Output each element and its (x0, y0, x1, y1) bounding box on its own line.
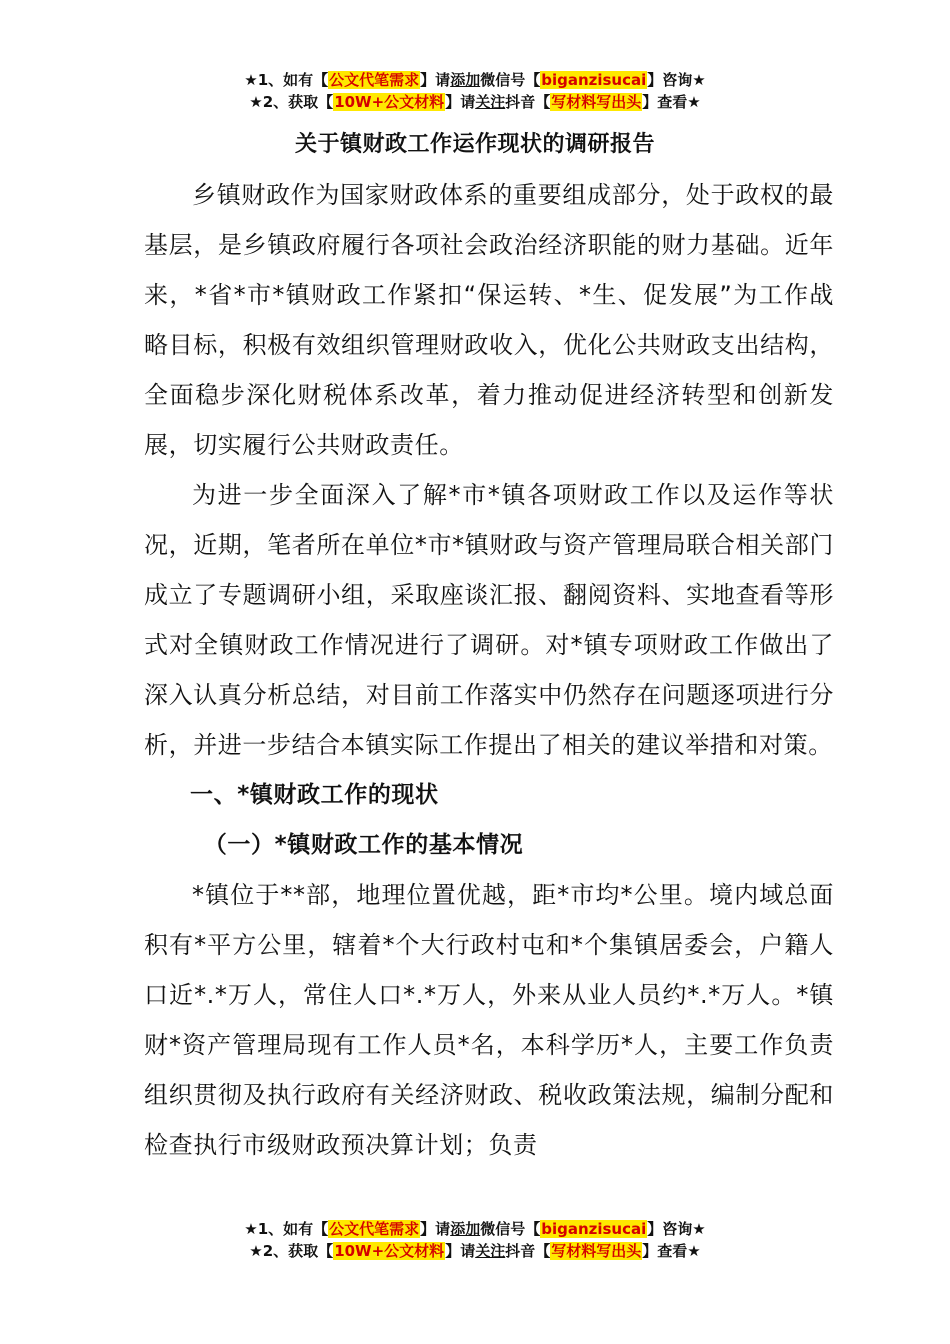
banner-line-1: ★1、如有【公文代笔需求】请添加微信号【biganzisucai】咨询★ (244, 71, 706, 89)
highlight-douyin: 写材料写出头 (551, 93, 642, 111)
highlight-materials: 10W+公文材料 (334, 1242, 445, 1260)
paragraph-survey: 为进一步全面深入了解*市*镇各项财政工作以及运作等状况，近期，笔者所在单位*市*镇财政与资产管理局联合相关部门成立了专题调研小组，采取座谈汇报、翻阅资料、实地查看等形式对全镇财政工作情况进行了调研。对*镇专项财政工作做出了深入认真分析总结，对目前工作落实中仍然存在问题逐项进行分析，并进一步结合本镇实际工作提出了相关的建议举措和对策。 (144, 481, 834, 759)
footer-banner (0, 1218, 950, 1262)
highlight-ghostwriting: 公文代笔需求 (329, 1220, 420, 1238)
highlight-materials: 10W+公文材料 (334, 93, 445, 111)
section-heading: 一、*镇财政工作的现状 (190, 782, 439, 808)
document-body (144, 170, 834, 1170)
banner-line-2: ★2、获取【10W+公文材料】请关注抖音【写材料写出头】查看★ (249, 93, 701, 111)
header-banner (0, 69, 950, 113)
highlight-ghostwriting: 公文代笔需求 (329, 71, 420, 89)
paragraph-basic-info: *镇位于**部，地理位置优越，距*市均*公里。境内域总面积有*平方公里，辖着*个大行政村屯和*个集镇居委会，户籍人口近*.*万人，常住人口*.*万人，外来从业人员约*.*万人。*镇财*资产管理局现有工作人员*名，本科学历*人，主要工作负责组织贯彻及执行政府有关经济财政、税收政策法规，编制分配和检查执行市级财政预决算计划；负责 (144, 881, 834, 1159)
subsection-heading: （一）*镇财政工作的基本情况 (203, 832, 524, 858)
highlight-wechat-id: biganzisucai (541, 1220, 647, 1238)
document-title: 关于镇财政工作运作现状的调研报告 (294, 132, 655, 157)
banner-line-1: ★1、如有【公文代笔需求】请添加微信号【biganzisucai】咨询★ (244, 1220, 706, 1238)
highlight-wechat-id: biganzisucai (541, 71, 647, 89)
highlight-douyin: 写材料写出头 (551, 1242, 642, 1260)
paragraph-intro: 乡镇财政作为国家财政体系的重要组成部分，处于政权的最基层，是乡镇政府履行各项社会政治经济职能的财力基础。近年来，*省*市*镇财政工作紧扣“保运转、*生、促发展”为工作战略目标，积极有效组织管理财政收入，优化公共财政支出结构，全面稳步深化财税体系改革，着力推动促进经济转型和创新发展，切实履行公共财政责任。 (144, 181, 834, 459)
banner-line-2: ★2、获取【10W+公文材料】请关注抖音【写材料写出头】查看★ (249, 1242, 701, 1260)
